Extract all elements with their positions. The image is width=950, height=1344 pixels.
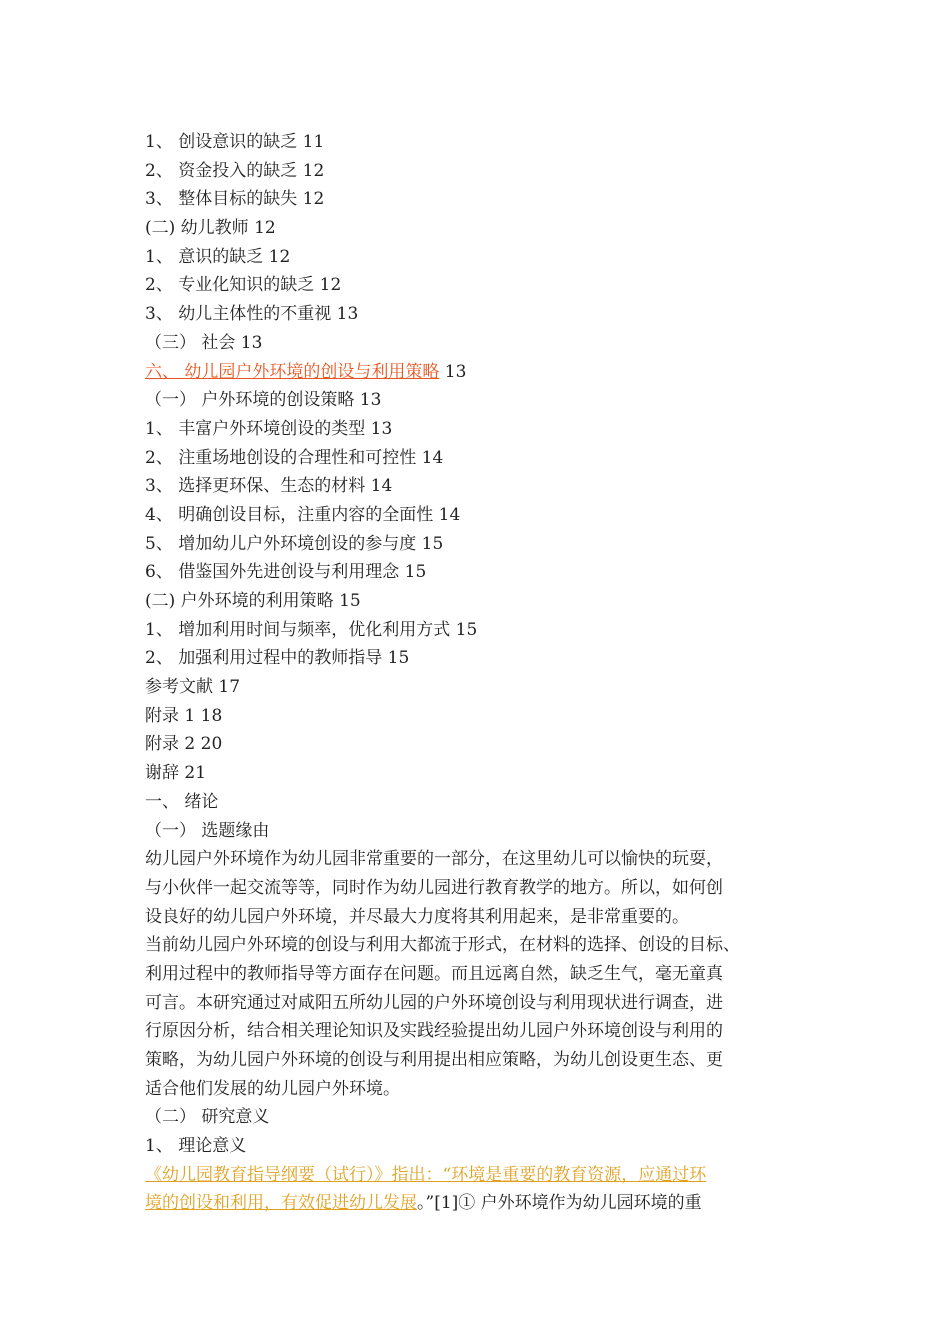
quote-link-line1[interactable]: 《幼儿园教育指导纲要（试行）》指出：“环境是重要的教育资源，应通过环 [145, 1164, 707, 1185]
toc-entry: 附录 1 18 [145, 705, 223, 726]
subsection-heading: （二） 研究意义 [145, 1107, 270, 1128]
toc-entry: (二) 幼儿教师 12 [145, 218, 276, 239]
toc-entry: 1、 意识的缺乏 12 [145, 246, 291, 267]
paragraph-line: 设良好的幼儿园户外环境，并尽最大力度将其利用起来，是非常重要的。 [145, 906, 689, 927]
toc-entry: 3、 整体目标的缺失 12 [145, 189, 325, 210]
toc-entry: 2、 加强利用过程中的教师指导 15 [145, 648, 410, 669]
paragraph-line [145, 1189, 825, 1218]
toc-entry: （一） 户外环境的创设策略 13 [145, 390, 382, 411]
quote-continuation: 。”[1]① 户外环境作为幼儿园环境的重 [417, 1193, 702, 1214]
toc-entry-linked [145, 358, 825, 387]
toc-entry: （三） 社会 13 [145, 332, 263, 353]
paragraph-current-state [145, 931, 825, 1103]
toc-entry: 谢辞 21 [145, 763, 207, 784]
paragraph-line [145, 1161, 825, 1190]
toc-entry: 1、 增加利用时间与频率，优化利用方式 15 [145, 619, 478, 640]
sub-subsection-heading: 1、 理论意义 [145, 1136, 247, 1157]
quote-link-line2[interactable]: 境的创设和利用，有效促进幼儿发展 [145, 1193, 417, 1214]
toc-entry: 2、 资金投入的缺乏 12 [145, 160, 325, 181]
toc-entry: 4、 明确创设目标，注重内容的全面性 14 [145, 504, 461, 525]
toc-entry: 2、 注重场地创设的合理性和可控性 14 [145, 447, 444, 468]
toc-page-number: 13 [439, 361, 467, 382]
toc-entry: 1、 创设意识的缺乏 11 [145, 132, 325, 152]
table-of-contents [145, 128, 825, 845]
toc-entry: 2、 专业化知识的缺乏 12 [145, 275, 342, 296]
paragraph-background [145, 845, 825, 931]
paragraph-line: 当前幼儿园户外环境的创设与利用大都流于形式，在材料的选择、创设的目标、 [145, 935, 740, 956]
subsection-heading: （一） 选题缘由 [145, 820, 270, 841]
paragraph-line: 策略，为幼儿园户外环境的创设与利用提出相应策略，为幼儿创设更生态、更 [145, 1050, 723, 1070]
toc-entry: 5、 增加幼儿户外环境创设的参与度 15 [145, 533, 444, 554]
paragraph-line: 与小伙伴一起交流等等，同时作为幼儿园进行教育教学的地方。所以，如何创 [145, 877, 723, 898]
toc-entry: 参考文献 17 [145, 677, 241, 698]
toc-entry: 附录 2 20 [145, 734, 223, 755]
toc-entry: 3、 选择更环保、生态的材料 14 [145, 476, 393, 497]
paragraph-line: 适合他们发展的幼儿园户外环境。 [145, 1078, 400, 1099]
toc-entry: (二) 户外环境的利用策略 15 [145, 591, 361, 611]
toc-entry: 1、 丰富户外环境创设的类型 13 [145, 418, 393, 439]
paragraph-line: 可言。本研究通过对咸阳五所幼儿园的户外环境创设与利用现状进行调查，进 [145, 992, 723, 1013]
paragraph-quote [145, 1161, 825, 1218]
paragraph-line: 行原因分析，结合相关理论知识及实践经验提出幼儿园户外环境创设与利用的 [145, 1021, 723, 1042]
paragraph-line: 利用过程中的教师指导等方面存在问题。而且远离自然，缺乏生气，毫无童真 [145, 963, 723, 984]
document-page [145, 128, 825, 1218]
toc-entry: 6、 借鉴国外先进创设与利用理念 15 [145, 562, 427, 583]
paragraph-line: 幼儿园户外环境作为幼儿园非常重要的一部分，在这里幼儿可以愉快的玩耍， [145, 849, 723, 870]
toc-entry: 3、 幼儿主体性的不重视 13 [145, 304, 359, 325]
toc-link-strategy[interactable]: 六、 幼儿园户外环境的创设与利用策略 [145, 361, 440, 382]
section-heading: 一、 绪论 [145, 791, 219, 812]
